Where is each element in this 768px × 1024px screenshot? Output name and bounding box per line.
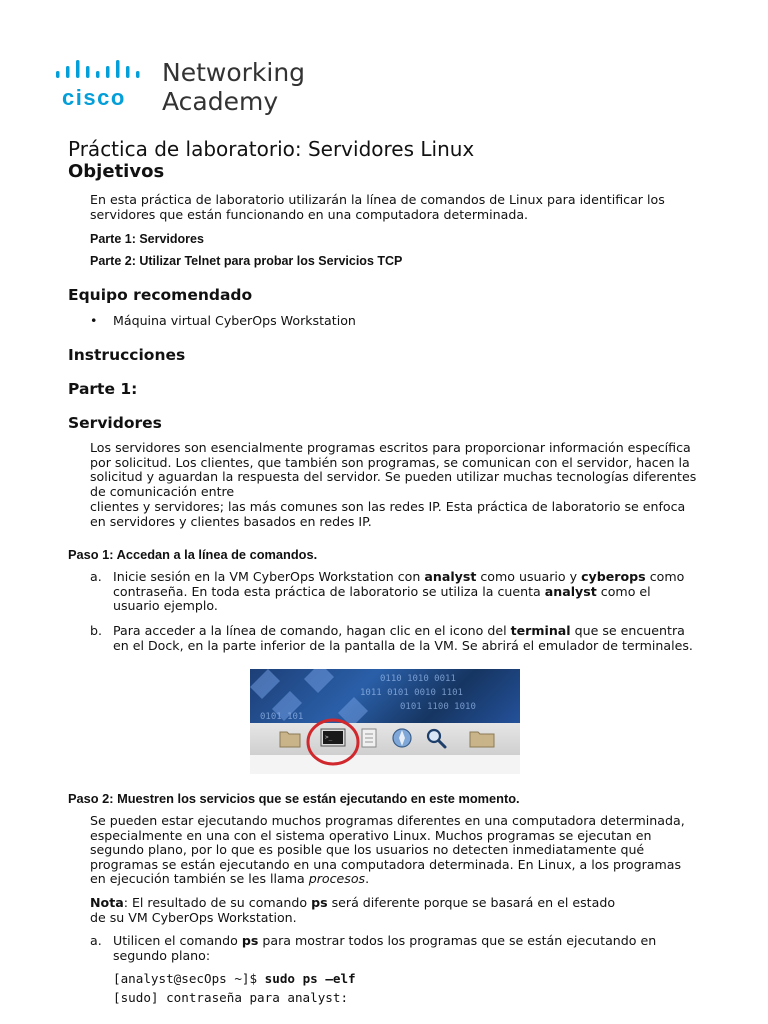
paso1-item-b-text: Para acceder a la línea de comando, hagan clic en el icono del terminal que se encuentra en el Dock, en la parte inferior de la pantalla de la VM. Se abrirá el emulador de terminales. <box>113 623 693 653</box>
paso2-item-a-text: Utilicen el comando ps para mostrar todos los programas que se están ejecutando en segundo plano: <box>113 933 657 963</box>
servidores-paragraph-1: Los servidores son esencialmente programas escritos para proporcionar información específica por solicitud. Los clientes, que también son programas, se comunican con el servidor, hacen la solicitud y aguardan la respuesta del servidor. Se pueden utilizar muchas tecnologías diferentes de comunicación entre <box>90 440 697 499</box>
paso2-paragraph: Se pueden estar ejecutando muchos programas diferentes en una computadora determinada, especialmente en una con el sistema operativo Linux. Muchos programas se ejecutan en segundo plano, por lo que es posible que los usuarios no detecten inmediatamente qué programas se están ejecutando en una computadora determinada. En Linux, a los programas en ejecución también se les llama procesos. <box>90 813 685 887</box>
logo-academy: Academy <box>162 87 279 116</box>
folder-icon[interactable] <box>468 727 496 749</box>
page-title: Práctica de laboratorio: Servidores Linux <box>68 137 475 161</box>
heading-parte-1: Parte 1: <box>68 380 138 398</box>
paso1-item-b <box>90 624 700 654</box>
file-icon[interactable] <box>357 727 381 749</box>
objetivos-text: En esta práctica de laboratorio utilizarán la línea de comandos de Linux para identificar los servidores que están funcionando en una computadora determinada. <box>90 192 665 222</box>
dock-screenshot <box>250 669 520 774</box>
desktop-background <box>250 669 520 723</box>
heading-paso-2: Paso 2: Muestren los servicios que se están ejecutando en este momento. <box>68 791 520 806</box>
logo-networking: Networking <box>162 58 306 87</box>
heading-servidores: Servidores <box>68 414 162 432</box>
objetivo-parte-2: Parte 2: Utilizar Telnet para probar los Servicios TCP <box>90 254 403 268</box>
paso1-item-a-text: Inicie sesión en la VM CyberOps Workstation con analyst como usuario y cyberops como contraseña. En toda esta práctica de laboratorio se utiliza la cuenta analyst como el usuario ejemplo. <box>113 569 685 614</box>
objetivo-parte-1: Parte 1: Servidores <box>90 232 204 246</box>
cisco-bars-icon <box>52 58 152 84</box>
heading-objetivos: Objetivos <box>68 161 165 182</box>
svg-text:>_: >_ <box>325 734 333 741</box>
paso2-nota: Nota: El resultado de su comando ps será diferente porque se basará en el estado de su VM CyberOps Workstation. <box>90 895 616 925</box>
svg-text:0101 101: 0101 101 <box>260 712 304 722</box>
svg-text:0101 1100 1010: 0101 1100 1010 <box>400 702 476 712</box>
highlight-circle <box>305 717 361 767</box>
list-marker: a. <box>90 933 102 948</box>
cisco-networking-academy-logo <box>52 58 312 118</box>
binary-pattern <box>250 669 520 723</box>
equipo-item-text: Máquina virtual CyberOps Workstation <box>113 313 356 328</box>
folder-icon[interactable] <box>278 727 302 749</box>
paso2-item-a <box>90 934 700 964</box>
list-marker: b. <box>90 623 102 638</box>
command-line-2: [sudo] contraseña para analyst: <box>113 990 349 1005</box>
bullet: • <box>90 313 98 328</box>
svg-text:0110 1010 0011: 0110 1010 0011 <box>380 674 456 684</box>
heading-equipo: Equipo recomendado <box>68 286 253 304</box>
dock-bottom <box>250 755 520 774</box>
command-line-1: [analyst@secOps ~]$ sudo ps –elf <box>113 971 356 986</box>
list-marker: a. <box>90 569 102 584</box>
browser-icon[interactable] <box>390 727 414 749</box>
heading-instrucciones: Instrucciones <box>68 346 186 364</box>
cisco-wordmark: cisco <box>62 85 126 110</box>
heading-paso-1: Paso 1: Accedan a la línea de comandos. <box>68 547 318 562</box>
paso1-item-a <box>90 570 700 615</box>
svg-text:1011 0101 0010 1101: 1011 0101 0010 1101 <box>360 688 463 698</box>
servidores-paragraph-2: clientes y servidores; las más comunes son las redes IP. Esta práctica de laboratorio se enfoca en servidores y clientes basados en redes IP. <box>90 499 686 529</box>
search-icon[interactable] <box>424 727 448 749</box>
